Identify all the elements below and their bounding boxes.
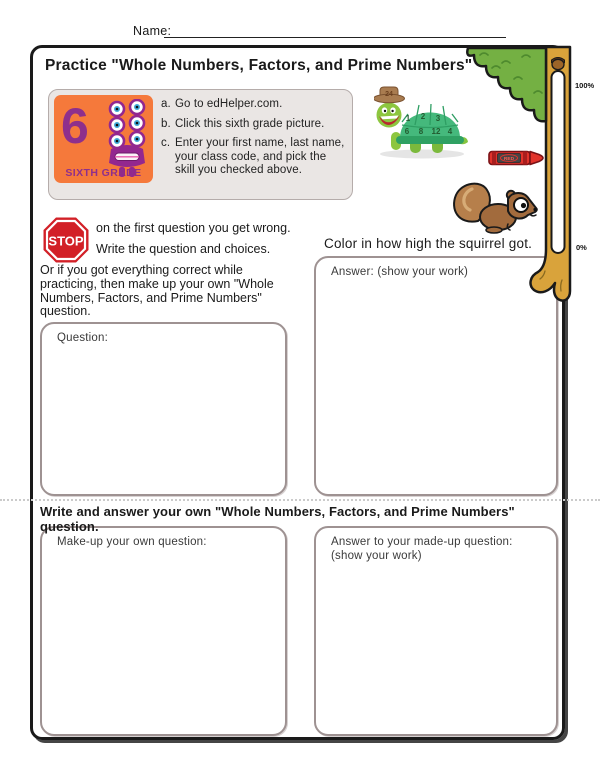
makeup-question-box-label: Make-up your own question: xyxy=(57,536,207,548)
shell-number: 1 xyxy=(405,114,411,123)
sixth-grade-tile[interactable] xyxy=(54,95,153,183)
dashed-separator xyxy=(0,499,600,501)
shell-number: 8 xyxy=(418,127,424,136)
stop-instruction-line2: Write the question and choices. xyxy=(96,242,271,256)
madeup-answer-box[interactable] xyxy=(314,526,558,736)
shell-number: 6 xyxy=(404,127,410,136)
bottom-section-heading: Write and answer your own "Whole Numbers, Factors, and Prime Numbers" question. xyxy=(40,504,515,534)
page-title: Practice "Whole Numbers, Factors, and Prime Numbers" xyxy=(45,57,473,74)
instruction-steps xyxy=(161,98,349,184)
step-c-prefix: c. xyxy=(161,137,171,149)
turtle-hat-number: 24 xyxy=(385,91,393,98)
step-b-prefix: b. xyxy=(161,117,171,130)
stop-sign-label: STOP xyxy=(48,233,84,249)
stop-instruction-line1: on the first question you get wrong. xyxy=(96,221,291,235)
question-box[interactable] xyxy=(40,322,287,496)
alternate-instruction: Or if you got everything correct while practicing, then make up your own "Whole Numbers, Factors, and Prime Numbers" question. xyxy=(40,263,274,319)
meter-100-label: 100% xyxy=(575,81,595,90)
tree-meter-icon xyxy=(447,45,572,310)
grade-label: SIXTH GRADE xyxy=(65,167,142,179)
question-box-label: Question: xyxy=(57,332,109,344)
color-squirrel-instruction: Color in how high the squirrel got. xyxy=(324,236,533,251)
meter-0-label: 0% xyxy=(576,243,587,252)
step-a xyxy=(161,98,349,112)
step-b xyxy=(161,118,349,132)
name-input-line[interactable] xyxy=(164,20,506,38)
crayon-icon xyxy=(484,144,548,172)
madeup-answer-label-line2: (show your work) xyxy=(331,549,422,562)
shell-number: 12 xyxy=(431,127,441,136)
madeup-answer-label-line1: Answer to your made-up question: xyxy=(331,536,513,548)
tree-canopy xyxy=(467,48,546,121)
crayon-label: RED xyxy=(503,157,515,162)
name-label: Name: xyxy=(133,24,172,38)
meter-fill-slot[interactable] xyxy=(552,71,565,253)
shell-number: 3 xyxy=(435,114,441,123)
step-a-prefix: a. xyxy=(161,98,171,110)
step-b-text: Click this sixth grade picture. xyxy=(175,117,325,130)
instruction-box xyxy=(48,89,353,200)
shell-number: 2 xyxy=(420,112,426,121)
stop-sign-icon xyxy=(42,216,90,264)
step-c-text: Enter your first name, last name, your class code, and pick the skill you checked above. xyxy=(175,137,345,176)
grade-number: 6 xyxy=(61,98,89,154)
step-a-text: Go to edHelper.com. xyxy=(175,98,283,110)
step-c xyxy=(161,137,349,178)
acorn-icon xyxy=(552,59,564,69)
makeup-question-box[interactable] xyxy=(40,526,287,736)
shell-number: 4 xyxy=(447,127,453,136)
answer-box-label: Answer: (show your work) xyxy=(331,266,469,278)
